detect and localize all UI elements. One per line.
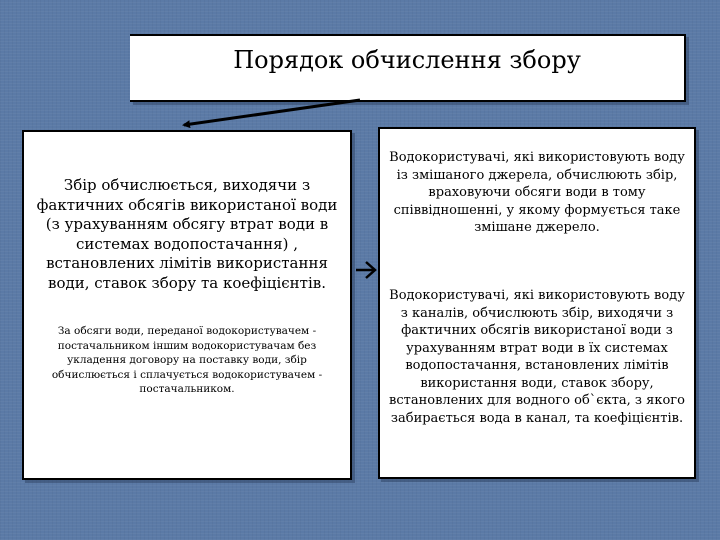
left-note-text: За обсяги води, переданої водокористувачем - постачальником іншим водокористувачам без укладення договору на поставку води, збір обчислюється і сплачується водокористувачем - постачальником. <box>51 325 323 395</box>
right-text-mixed-source: Водокористувачі, які використовують воду із змішаного джерела, обчислюють збір, враховуючи обсяги води в тому співвідношенні, у якому формується таке змішане джерело. <box>389 150 685 235</box>
right-box <box>378 127 696 479</box>
arrow-title-to-left <box>184 100 360 125</box>
left-main-text: Збір обчислюється, виходячи з фактичних обсягів використаної води (з урахуванням обсягу втрат води в системах водопостачання) , встановлених лімітів використання води, ставок збору та коефіцієнтів. <box>36 176 338 292</box>
arrow-left-to-right-icon <box>356 262 375 278</box>
page-title: Порядок обчислення збору <box>233 46 581 74</box>
left-box <box>22 130 352 480</box>
right-text-canals: Водокористувачі, які використовують воду з каналів, обчислюють збір, виходячи з фактичних обсягів використаної води з урахуванням втрат води в їх системах водопостачання, встановлених лімітів використання води, ставок збору, встановлених для водного об`єкта, з якого забирається вода в канал, та коефіцієнтів. <box>389 288 685 426</box>
